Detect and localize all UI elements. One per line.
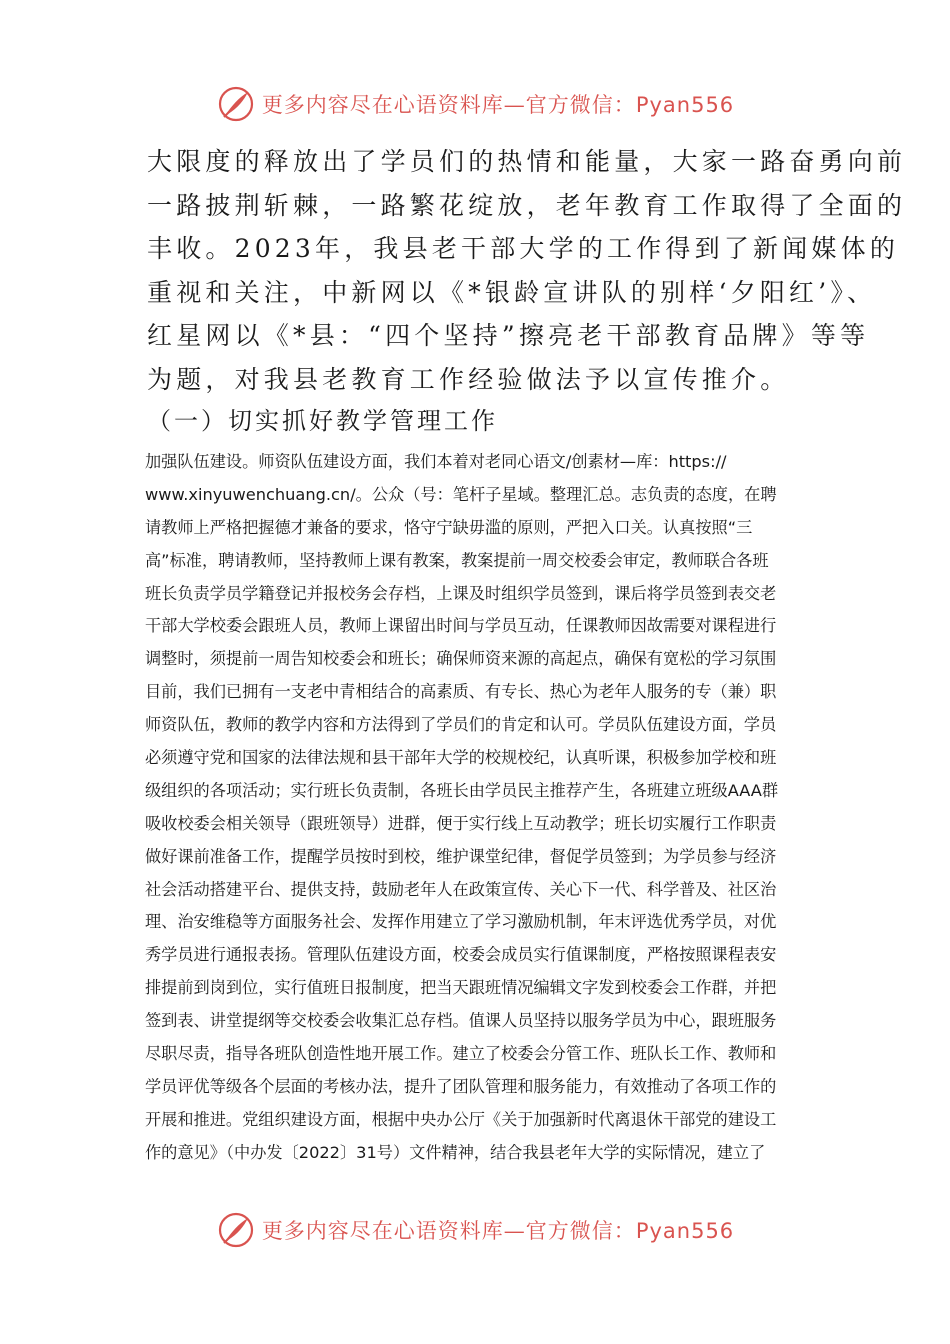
body-line: www.xinyuwenchuang.cn/。公众（号：笔杆子星域。整理汇总。志负责的态度，在聘 — [145, 484, 777, 504]
watermark-text: 更多内容尽在心语资料库—官方微信：Pyan556 — [261, 93, 735, 117]
body-line: 目前，我们已拥有一支老中青相结合的高素质、有专长、热心为老年人服务的专（兼）职 — [145, 682, 777, 702]
intro-line: 为题，对我县老教育工作经验做法予以宣传推介。 — [147, 364, 790, 394]
body-line: 理、治安维稳等方面服务社会、发挥作用建立了学习激励机制，年末评选优秀学员，对优 — [145, 912, 777, 932]
intro-paragraph — [147, 140, 907, 402]
body-line: 班长负责学员学籍登记并报校务会存档，上课及时组织学员签到，课后将学员签到表交老 — [145, 583, 777, 603]
body-line: 级组织的各项活动；实行班长负责制，各班长由学员民主推荐产生，各班建立班级AAA群 — [145, 780, 779, 800]
body-paragraph — [145, 446, 810, 1170]
intro-line: 重视和关注，中新网以《*银龄宣讲队的别样‘夕阳红’》、 — [147, 277, 877, 307]
body-line: 排提前到岗到位，实行值班日报制度，把当天跟班情况编辑文字发到校委会工作群，并把 — [145, 978, 777, 998]
body-line: 做好课前准备工作，提醒学员按时到校，维护课堂纪律，督促学员签到；为学员参与经济 — [145, 846, 777, 866]
watermark-text: 更多内容尽在心语资料库—官方微信：Pyan556 — [261, 1219, 735, 1243]
body-line: 秀学员进行通报表扬。管理队伍建设方面，校委会成员实行值课制度，严格按照课程表安 — [145, 945, 777, 965]
body-line: 调整时，须提前一周告知校委会和班长；确保师资来源的高起点，确保有宽松的学习氛围 — [145, 649, 777, 669]
body-line: 社会活动搭建平台、提供支持，鼓励老年人在政策宣传、关心下一代、科学普及、社区治 — [145, 879, 777, 899]
intro-line: 大限度的释放出了学员们的热情和能量，大家一路奋勇向前 — [147, 147, 907, 176]
body-line: 加强队伍建设。师资队伍建设方面，我们本着对老同心语文/创素材—库：https:// — [145, 452, 727, 471]
body-line: 开展和推进。党组织建设方面，根据中央办公厅《关于加强新时代离退休干部党的建设工 — [145, 1109, 777, 1129]
body-line: 尽职尽责，指导各班队创造性地开展工作。建立了校委会分管工作、班队长工作、教师和 — [145, 1044, 777, 1064]
intro-line: 一路披荆斩棘，一路繁花绽放，老年教育工作取得了全面的 — [147, 190, 907, 220]
body-line: 师资队伍，教师的教学内容和方法得到了学员们的肯定和认可。学员队伍建设方面，学员 — [145, 715, 777, 735]
body-line: 签到表、讲堂提纲等交校委会收集汇总存档。值课人员坚持以服务学员为中心，跟班服务 — [145, 1011, 777, 1031]
section-heading: （一）切实抓好教学管理工作 — [147, 407, 498, 435]
body-line: 请教师上严格把握德才兼备的要求，恪守宁缺毋滥的原则，严把入口关。认真按照“三 — [145, 517, 753, 537]
quill-logo-icon — [216, 1210, 256, 1250]
footer-watermark — [0, 1208, 950, 1252]
body-line: 作的意见》（中办发〔2022〕31号）文件精神，结合我县老年大学的实际情况，建立了 — [145, 1142, 766, 1162]
quill-logo-icon — [216, 84, 256, 124]
header-watermark — [0, 82, 950, 126]
body-line: 必须遵守党和国家的法律法规和县干部年大学的校规校纪，认真听课，积极参加学校和班 — [145, 748, 777, 768]
body-line: 干部大学校委会跟班人员，教师上课留出时间与学员互动，任课教师因故需要对课程进行 — [145, 616, 777, 636]
intro-line: 丰收。2023年，我县老干部大学的工作得到了新闻媒体的 — [147, 234, 900, 264]
body-line: 高”标准，聘请教师，坚持教师上课有教案，教案提前一周交校委会审定，教师联合各班 — [145, 550, 769, 570]
intro-line: 红星网以《*县：“四个坚持”擦亮老干部教育品牌》等等 — [147, 321, 870, 351]
body-line: 吸收校委会相关领导（跟班领导）进群，便于实行线上互动教学；班长切实履行工作职责 — [145, 813, 777, 833]
body-line: 学员评优等级各个层面的考核办法，提升了团队管理和服务能力，有效推动了各项工作的 — [145, 1076, 777, 1096]
